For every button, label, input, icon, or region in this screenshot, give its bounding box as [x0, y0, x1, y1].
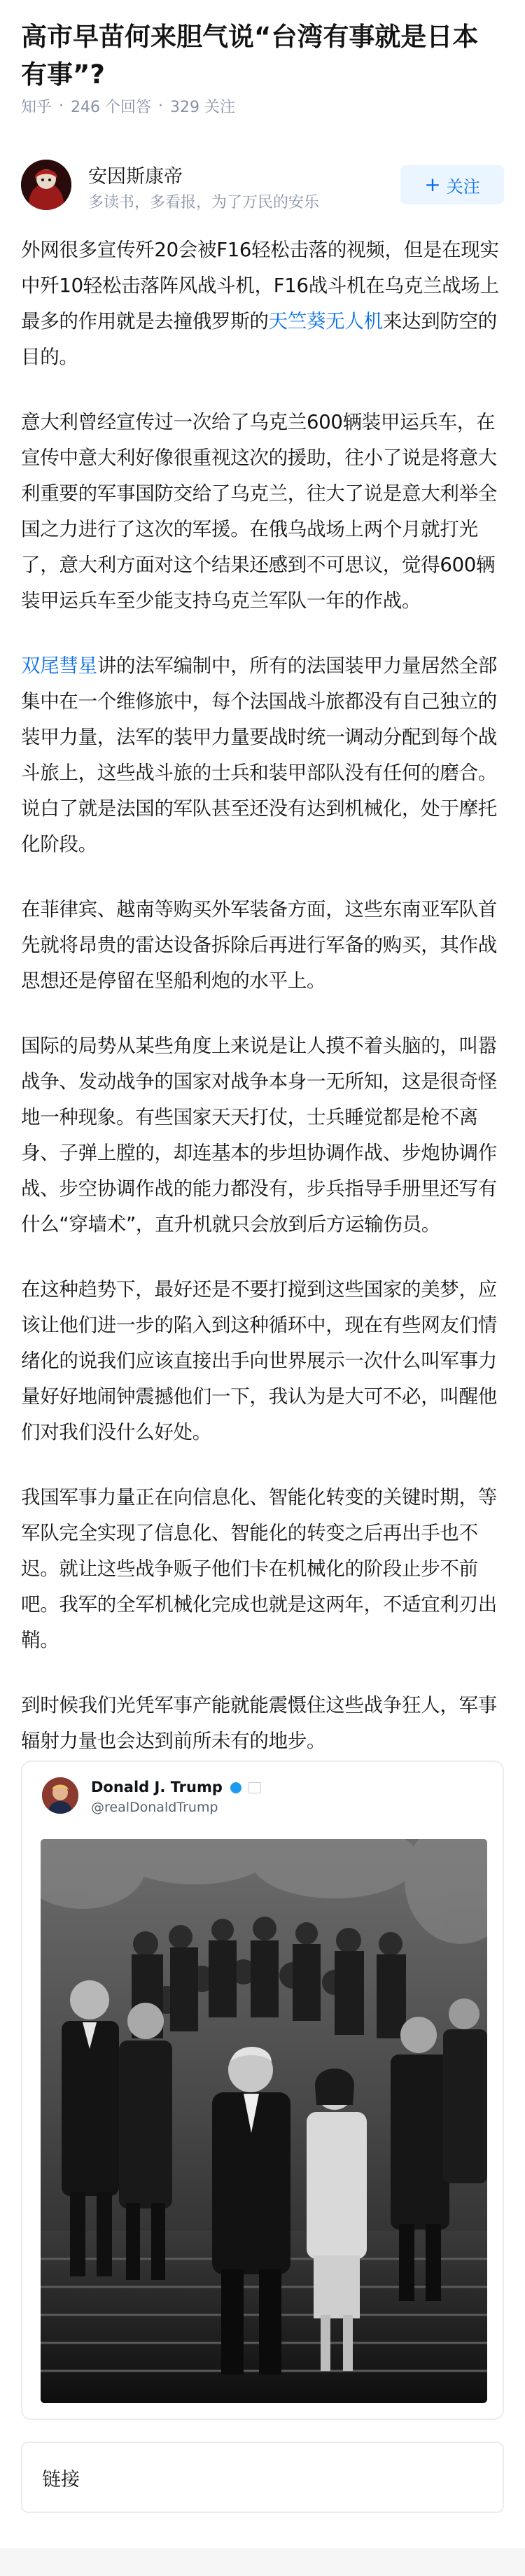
embed-handle: @realDonaldTrump [91, 1800, 218, 1815]
separator-dot: · [59, 97, 64, 115]
paragraph [21, 1028, 503, 1242]
embed-name: Donald J. Trump [91, 1779, 261, 1795]
follow-label: 关注 [446, 176, 480, 197]
answer-count[interactable]: 246 个回答 [71, 99, 152, 116]
follower-count: 329 关注 [170, 99, 236, 116]
keyword-link[interactable]: 双尾彗星 [21, 654, 97, 677]
paragraph-text: 外网很多宣传歼20会被F16轻松击落的视频，但是在现实中歼10轻松击落阵风战斗机，F16战斗机在乌克兰战场上最多的作用就是去撞俄罗斯的 [21, 239, 499, 332]
author-row [21, 158, 504, 214]
author-name[interactable]: 安因斯康帝 [88, 166, 183, 188]
link-card-label: 链接 [42, 2468, 80, 2491]
plus-icon: + [424, 173, 441, 196]
answer-content [21, 232, 503, 1788]
paragraph-text: 意大利曾经宣传过一次给了乌克兰600辆装甲运兵车，在宣传中意大利好像很重视这次的援助，往小了说是将意大利重要的军事国防交给了乌克兰，往大了说是意大利举全国之力进行了这次的军援。在俄乌战场上两个月就打光了，意大利方面对这个结果还感到不可思议，觉得600辆装甲运兵车至少能支持乌克兰军队一年的作战。 [21, 411, 497, 612]
question-title[interactable]: 高市早苗何来胆气说“台湾有事就是日本有事”? [21, 22, 479, 90]
paragraph [21, 892, 503, 999]
paragraph [21, 1688, 503, 1759]
paragraph [21, 1272, 503, 1450]
paragraph [21, 405, 503, 619]
question-meta [21, 95, 235, 117]
separator-dot: · [158, 97, 164, 115]
follow-button[interactable] [400, 165, 504, 204]
paragraph-text: 国际的局势从某些角度上来说是让人摸不着头脑的，叫嚣战争、发动战争的国家对战争本身一无所知，这是很奇怪地一种现象。有些国家天天打仗，士兵睡觉都是枪不离身、子弹上膛的，却连基本的步坦协调作战、步炮协调作战、步空协调作战的能力都没有，步兵指导手册里还写有什么“穿墙术”，直升机就只会放到后方运输伤员。 [21, 1035, 497, 1236]
paragraph [21, 232, 503, 375]
avatar-image [21, 160, 71, 210]
author-bio: 多读书，多看报，为了万民的安乐 [88, 194, 320, 211]
source-label[interactable]: 知乎 [21, 99, 52, 116]
paragraph-text: 在这种趋势下，最好还是不要打搅到这些国家的美梦，应该让他们进一步的陷入到这种循环中，现在有些网友们情绪化的说我们应该直接出手向世界展示一次什么叫军事力量好好地闹钟震撼他们一下，我认为是大可不必，叫醒他们对我们没什么好处。 [21, 1278, 497, 1443]
link-card[interactable] [21, 2442, 504, 2513]
paragraph-text: 来达到防空的目的。 [21, 310, 498, 368]
avatar[interactable] [21, 160, 71, 210]
paragraph-text: 讲的法军编制中，所有的法国装甲力量居然全部集中在一个维修旅中，每个法国战斗旅都没有自己独立的装甲力量，法军的装甲力量要战时统一调动分配到每个战斗旅上，这些战斗旅的士兵和装甲部队没有任何的磨合。说白了就是法国的军队甚至还没有达到机械化，处于摩托化阶段。 [21, 654, 498, 855]
paragraph [21, 648, 503, 862]
paragraph-text: 在菲律宾、越南等购买外军装备方面，这些东南亚军队首先就将昂贵的雷达设备拆除后再进行军备的购买，其作战思想还是停留在坚船利炮的水平上。 [21, 898, 497, 992]
bottom-spacer [0, 2548, 525, 2576]
embed-avatar [42, 1777, 78, 1814]
photo-illustration [41, 1839, 487, 2403]
keyword-link[interactable]: 天竺葵无人机 [268, 310, 383, 332]
paragraph-text: 我国军事力量正在向信息化、智能化转变的关键时期，等军队完全实现了信息化、智能化的转变之后再出手也不迟。就让这些战争贩子他们卡在机械化的阶段止步不前吧。我军的全军机械化完成也就是这两年，不适宜利刃出鞘。 [21, 1486, 497, 1651]
embedded-photo [41, 1839, 487, 2403]
paragraph-text: 到时候我们光凭军事产能就能震慑住这些战争狂人，军事辐射力量也会达到前所未有的地步。 [21, 1694, 497, 1752]
flag-badge-icon [248, 1782, 261, 1793]
verified-badge-icon [230, 1782, 241, 1793]
paragraph [21, 1480, 503, 1658]
embedded-post-image[interactable] [21, 1760, 504, 2420]
